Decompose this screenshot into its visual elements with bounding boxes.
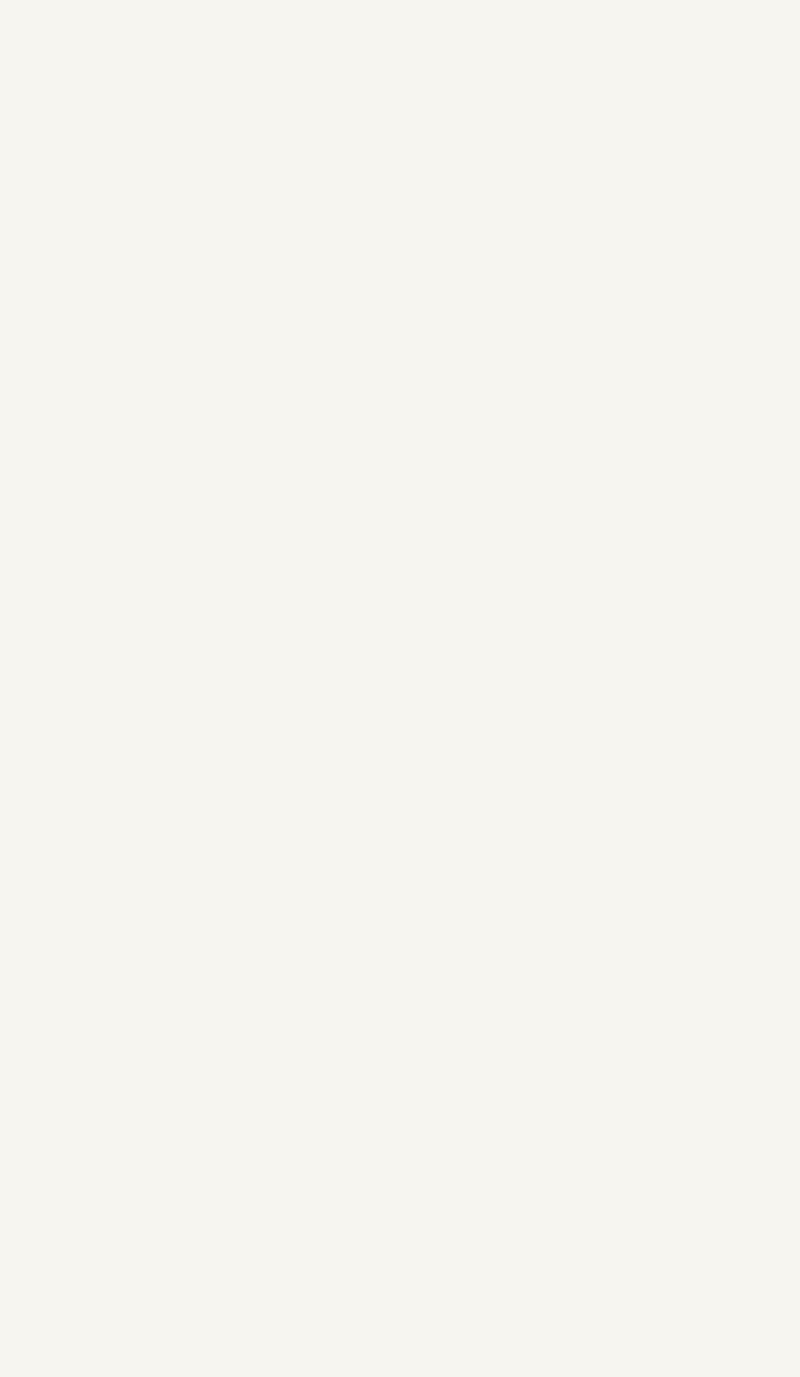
running-head: [60, 34, 780, 58]
table-of-contents: [60, 62, 760, 98]
